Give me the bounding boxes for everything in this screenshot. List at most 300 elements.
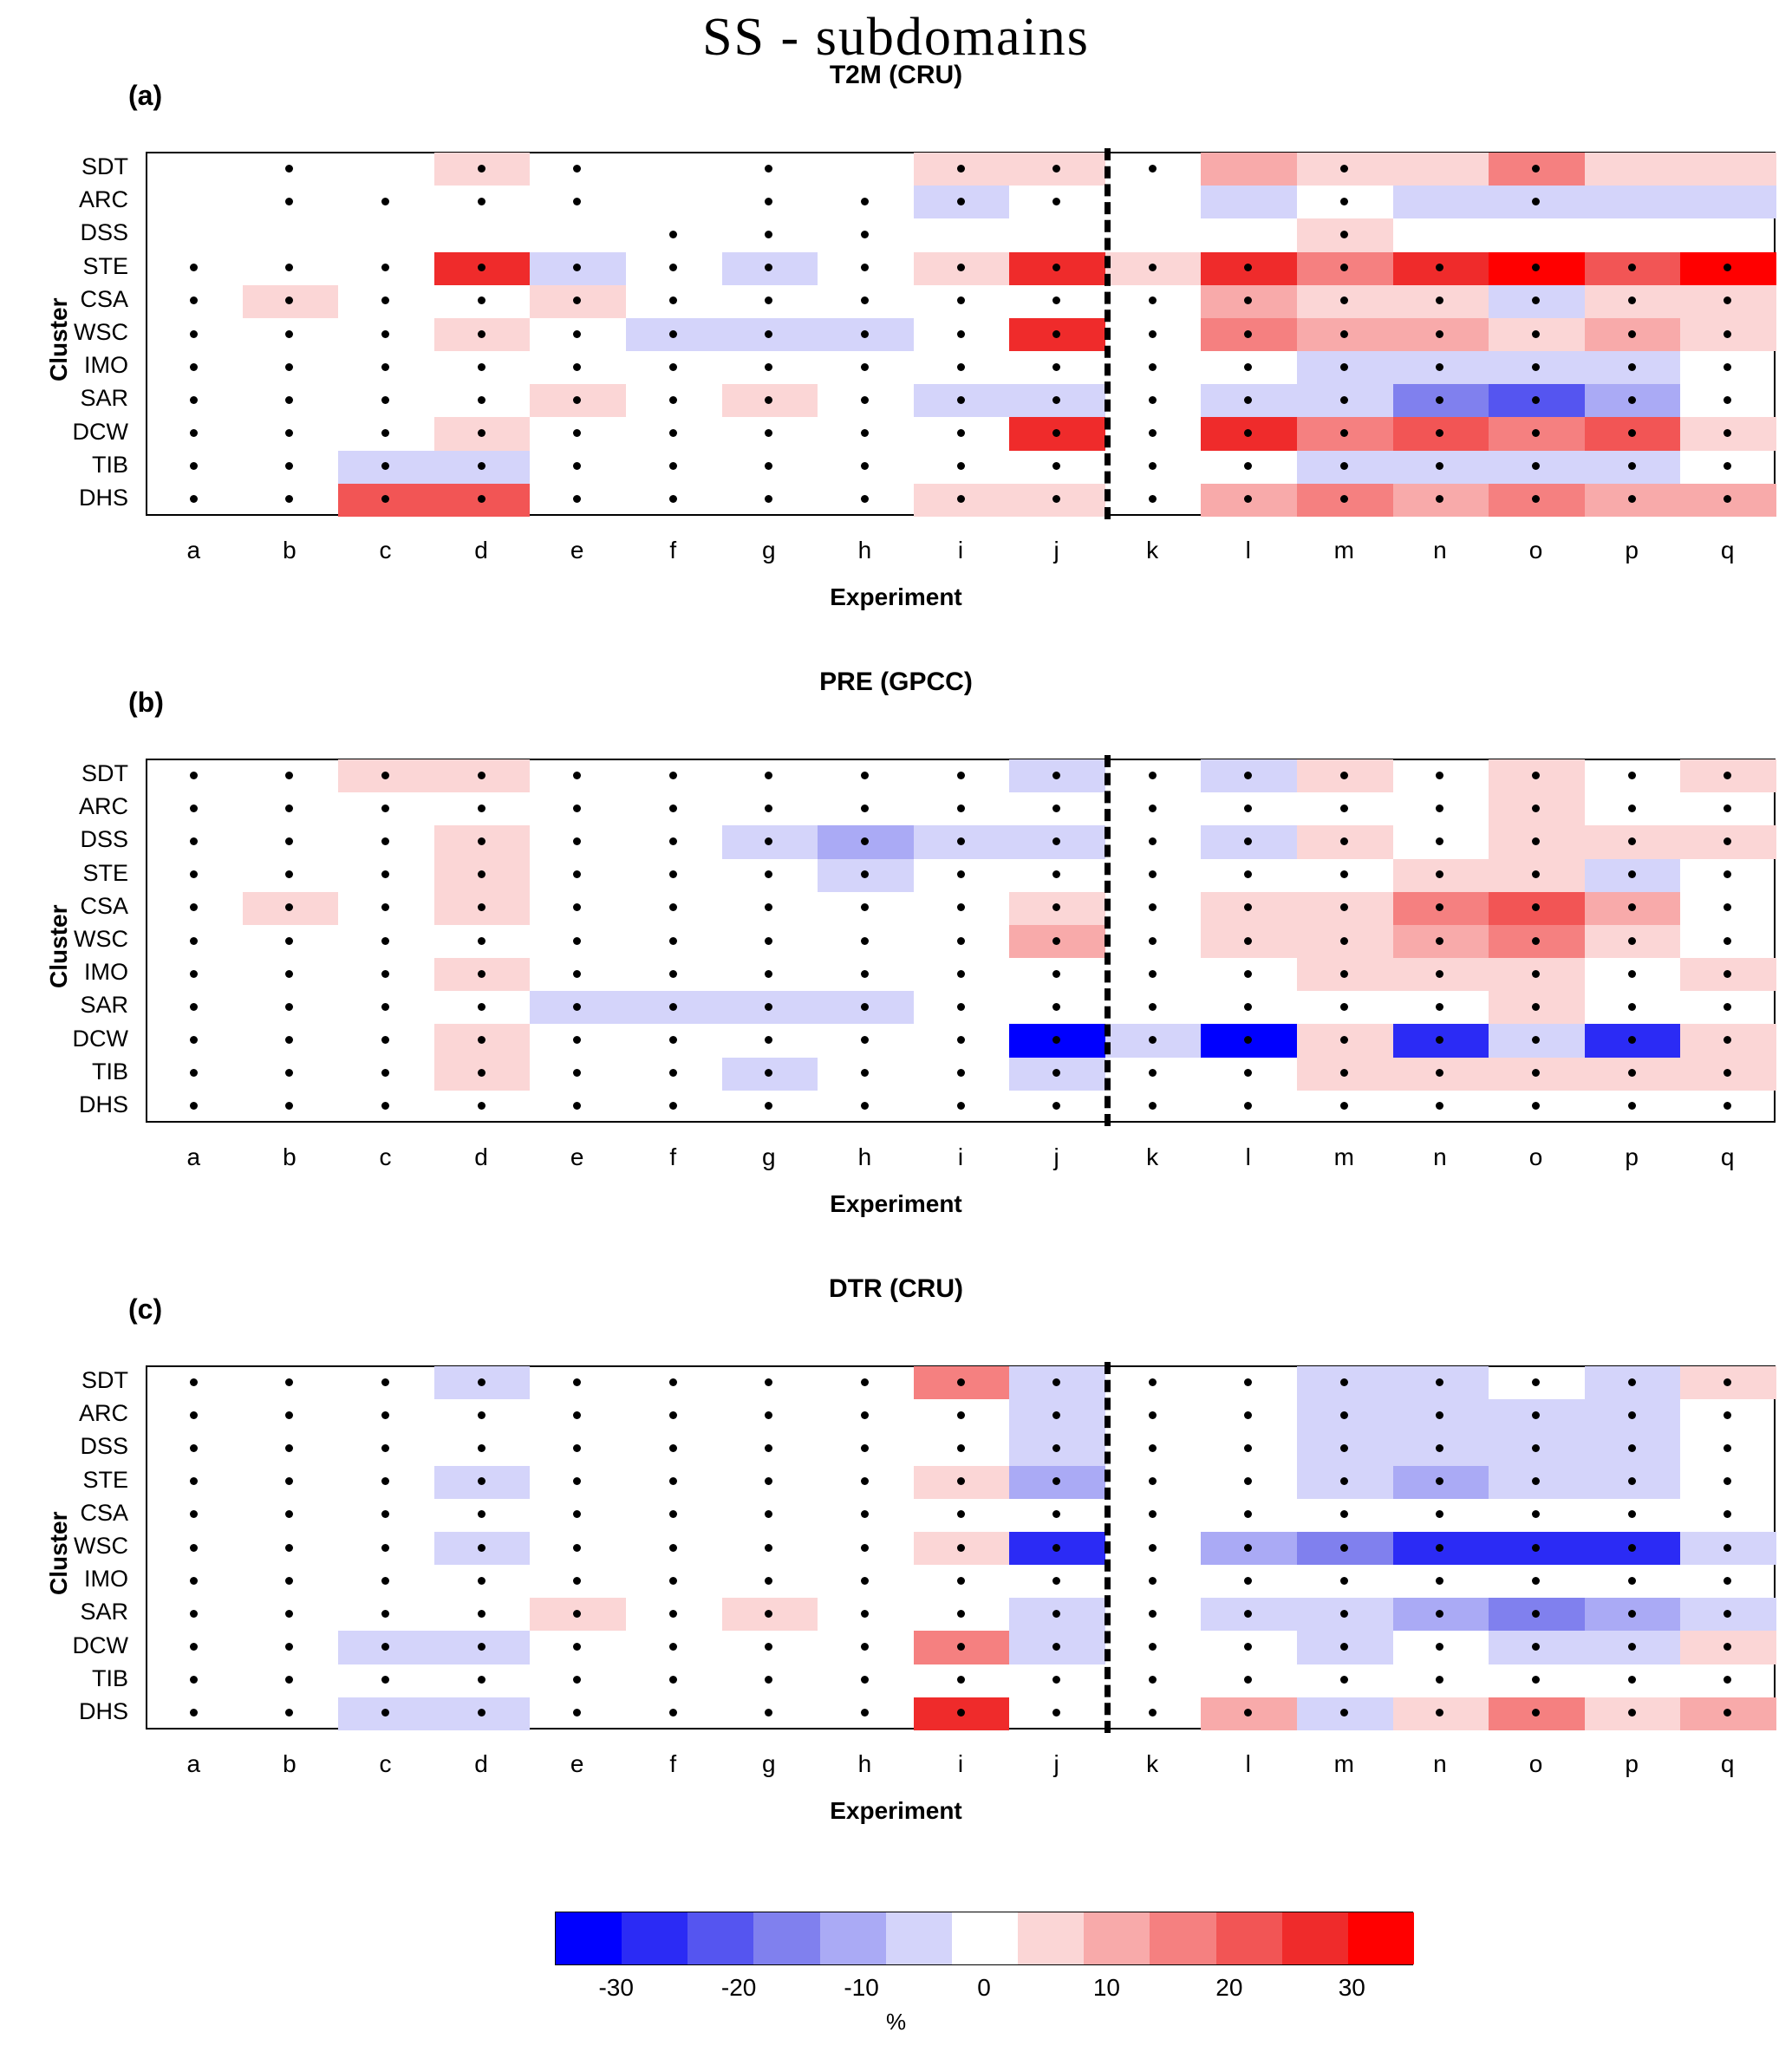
- significance-dot: [669, 429, 677, 437]
- y-axis-tick: SAR: [80, 385, 128, 412]
- significance-dot: [957, 264, 965, 271]
- x-axis-tick: i: [957, 1750, 964, 1777]
- significance-dot: [1244, 937, 1252, 945]
- x-axis-tick: c: [379, 1750, 392, 1777]
- significance-dot: [669, 1378, 677, 1386]
- x-axis-tick: k: [1146, 1750, 1159, 1777]
- significance-dot: [1340, 1676, 1348, 1684]
- significance-dot: [478, 772, 485, 779]
- y-axis-tick: SAR: [80, 1599, 128, 1625]
- colorbar-segment: [556, 1912, 622, 1964]
- colorbar-segment: [1084, 1912, 1150, 1964]
- y-axis-tick: TIB: [91, 1664, 128, 1691]
- significance-dot: [1628, 772, 1636, 779]
- significance-dot: [190, 429, 198, 437]
- significance-dot: [1149, 1610, 1157, 1618]
- significance-dot: [1244, 1544, 1252, 1552]
- significance-dot: [669, 330, 677, 338]
- significance-dot: [957, 396, 965, 404]
- significance-dot: [1149, 903, 1157, 911]
- x-axis-tick: h: [857, 1750, 872, 1777]
- significance-dot: [861, 970, 869, 978]
- significance-dot: [1340, 772, 1348, 779]
- significance-dot: [957, 1036, 965, 1044]
- significance-dot: [1532, 1411, 1540, 1419]
- heatmap-cell: [1201, 153, 1297, 186]
- y-axis-tick: DSS: [80, 826, 128, 853]
- significance-dot: [1052, 1003, 1060, 1011]
- significance-dot: [1052, 1577, 1060, 1585]
- significance-dot: [957, 1477, 965, 1485]
- significance-dot: [285, 937, 293, 945]
- significance-dot: [190, 462, 198, 470]
- significance-dot: [957, 870, 965, 878]
- heatmap-cell: [1585, 186, 1681, 218]
- x-axis-tick: g: [762, 537, 776, 563]
- significance-dot: [669, 903, 677, 911]
- significance-dot: [478, 1378, 485, 1386]
- significance-dot: [1628, 330, 1636, 338]
- significance-dot: [669, 970, 677, 978]
- significance-dot: [573, 805, 581, 812]
- significance-dot: [1340, 363, 1348, 371]
- significance-dot: [957, 1102, 965, 1110]
- significance-dot: [957, 1510, 965, 1518]
- significance-dot: [573, 198, 581, 205]
- x-axis-tick: l: [1245, 537, 1251, 563]
- x-axis-tick: g: [762, 1750, 776, 1777]
- significance-dot: [1532, 937, 1540, 945]
- significance-dot: [1052, 937, 1060, 945]
- y-axis-tick: STE: [82, 252, 128, 279]
- x-axis-tick: o: [1528, 1143, 1543, 1170]
- y-axis-tick: STE: [82, 859, 128, 886]
- significance-dot: [1532, 772, 1540, 779]
- y-axis-tick: SDT: [81, 1367, 128, 1394]
- x-axis-tick: f: [669, 1143, 677, 1170]
- significance-dot: [1149, 264, 1157, 271]
- colorbar-segment: [687, 1912, 753, 1964]
- heatmap-cell: [1680, 186, 1776, 218]
- significance-dot: [1724, 1411, 1731, 1419]
- significance-dot: [1052, 363, 1060, 371]
- significance-dot: [190, 837, 198, 845]
- significance-dot: [1628, 462, 1636, 470]
- significance-dot: [478, 1510, 485, 1518]
- significance-dot: [478, 903, 485, 911]
- significance-dot: [190, 1003, 198, 1011]
- significance-dot: [478, 870, 485, 878]
- significance-dot: [190, 805, 198, 812]
- significance-dot: [957, 1378, 965, 1386]
- significance-dot: [381, 363, 389, 371]
- y-axis-tick: DCW: [72, 418, 128, 445]
- significance-dot: [573, 1610, 581, 1618]
- significance-dot: [861, 837, 869, 845]
- significance-dot: [1149, 429, 1157, 437]
- significance-dot: [1628, 1003, 1636, 1011]
- significance-dot: [957, 1003, 965, 1011]
- significance-dot: [669, 1643, 677, 1651]
- significance-dot: [1532, 330, 1540, 338]
- significance-dot: [285, 772, 293, 779]
- significance-dot: [861, 772, 869, 779]
- heatmap-cell: [1680, 153, 1776, 186]
- significance-dot: [861, 937, 869, 945]
- significance-dot: [285, 1544, 293, 1552]
- significance-dot: [1340, 1577, 1348, 1585]
- y-axis-tick: CSA: [80, 892, 128, 919]
- significance-dot: [1052, 1610, 1060, 1618]
- x-axis-tick: o: [1528, 537, 1543, 563]
- significance-dot: [573, 772, 581, 779]
- significance-dot: [381, 396, 389, 404]
- significance-dot: [1149, 330, 1157, 338]
- significance-dot: [765, 1544, 772, 1552]
- significance-dot: [573, 1577, 581, 1585]
- significance-dot: [478, 264, 485, 271]
- significance-dot: [957, 1676, 965, 1684]
- significance-dot: [1340, 231, 1348, 238]
- x-axis-tick: a: [186, 1143, 201, 1170]
- significance-dot: [669, 937, 677, 945]
- significance-dot: [1149, 296, 1157, 304]
- significance-dot: [669, 264, 677, 271]
- significance-dot: [1532, 805, 1540, 812]
- heatmap-cell: [1585, 153, 1681, 186]
- significance-dot: [1724, 1378, 1731, 1386]
- x-axis-tick: m: [1333, 1750, 1354, 1777]
- significance-dot: [381, 1544, 389, 1552]
- y-axis-tick: IMO: [84, 352, 128, 379]
- significance-dot: [478, 1003, 485, 1011]
- significance-dot: [1244, 805, 1252, 812]
- colorbar-segment: [886, 1912, 952, 1964]
- significance-dot: [765, 330, 772, 338]
- significance-dot: [190, 1069, 198, 1077]
- significance-dot: [1628, 1610, 1636, 1618]
- y-axis-tick: WSC: [74, 319, 128, 345]
- significance-dot: [573, 1544, 581, 1552]
- y-axis-tick: STE: [82, 1466, 128, 1493]
- significance-dot: [861, 198, 869, 205]
- significance-dot: [190, 264, 198, 271]
- x-axis-tick: n: [1433, 1750, 1447, 1777]
- colorbar-segment: [1018, 1912, 1084, 1964]
- panel-title-a: T2M (CRU): [829, 61, 963, 89]
- significance-dot: [381, 429, 389, 437]
- colorbar-tick: -20: [720, 1974, 757, 2001]
- significance-dot: [669, 363, 677, 371]
- colorbar-segment: [1150, 1912, 1215, 1964]
- significance-dot: [1436, 772, 1443, 779]
- significance-dot: [478, 330, 485, 338]
- colorbar-segment: [622, 1912, 687, 1964]
- significance-dot: [1532, 1610, 1540, 1618]
- x-axis-tick: b: [283, 537, 296, 563]
- significance-dot: [1340, 1643, 1348, 1651]
- y-axis-tick: ARC: [78, 793, 128, 820]
- significance-dot: [478, 1444, 485, 1452]
- significance-dot: [1340, 1069, 1348, 1077]
- significance-dot: [1532, 363, 1540, 371]
- significance-dot: [861, 805, 869, 812]
- y-axis-tick: DCW: [72, 1025, 128, 1052]
- significance-dot: [1628, 363, 1636, 371]
- significance-dot: [478, 1069, 485, 1077]
- significance-dot: [669, 1444, 677, 1452]
- x-axis-label: Experiment: [830, 1797, 962, 1824]
- y-axis-tick: TIB: [91, 1058, 128, 1085]
- significance-dot: [573, 363, 581, 371]
- significance-dot: [1244, 330, 1252, 338]
- x-axis-tick: a: [186, 537, 201, 563]
- significance-dot: [957, 330, 965, 338]
- significance-dot: [190, 1378, 198, 1386]
- x-axis-tick: d: [474, 1143, 488, 1170]
- significance-dot: [1724, 1544, 1731, 1552]
- colorbar-tick: 30: [1338, 1974, 1365, 2001]
- significance-dot: [1149, 1069, 1157, 1077]
- significance-dot: [381, 772, 389, 779]
- significance-dot: [1532, 837, 1540, 845]
- panel-tag-a: (a): [128, 80, 163, 111]
- significance-dot: [1149, 1411, 1157, 1419]
- colorbar-tick: 10: [1092, 1974, 1120, 2001]
- colorbar-segment: [1282, 1912, 1348, 1964]
- significance-dot: [1724, 1577, 1731, 1585]
- significance-dot: [1628, 1378, 1636, 1386]
- significance-dot: [957, 1709, 965, 1717]
- significance-dot: [669, 805, 677, 812]
- significance-dot: [1052, 805, 1060, 812]
- significance-dot: [1052, 1544, 1060, 1552]
- significance-dot: [190, 1610, 198, 1618]
- y-axis-tick: SDT: [81, 153, 128, 180]
- figure-title: SS - subdomains: [702, 8, 1090, 67]
- significance-dot: [190, 970, 198, 978]
- significance-dot: [1436, 937, 1443, 945]
- significance-dot: [478, 1544, 485, 1552]
- significance-dot: [1724, 1610, 1731, 1618]
- x-axis-tick: j: [1053, 1750, 1059, 1777]
- x-axis-tick: q: [1720, 1143, 1735, 1170]
- colorbar-scale: [555, 1912, 1413, 1965]
- significance-dot: [957, 429, 965, 437]
- significance-dot: [1244, 970, 1252, 978]
- significance-dot: [573, 970, 581, 978]
- significance-dot: [478, 363, 485, 371]
- significance-dot: [1724, 1003, 1731, 1011]
- x-axis-tick: d: [474, 1750, 488, 1777]
- significance-dot: [1724, 970, 1731, 978]
- x-axis-tick: m: [1333, 537, 1354, 563]
- significance-dot: [1724, 363, 1731, 371]
- significance-dot: [381, 837, 389, 845]
- y-axis-tick: SDT: [81, 760, 128, 787]
- colorbar-segment: [820, 1912, 886, 1964]
- y-axis-tick: DSS: [80, 219, 128, 246]
- significance-dot: [478, 396, 485, 404]
- significance-dot: [478, 1610, 485, 1618]
- y-axis-label: Cluster: [45, 297, 72, 381]
- significance-dot: [957, 363, 965, 371]
- significance-dot: [861, 429, 869, 437]
- colorbar-segment: [1216, 1912, 1282, 1964]
- panel-tag-c: (c): [128, 1293, 163, 1325]
- significance-dot: [861, 1036, 869, 1044]
- x-axis-tick: c: [379, 537, 392, 563]
- significance-dot: [1052, 330, 1060, 338]
- x-axis-tick: n: [1433, 537, 1447, 563]
- significance-dot: [190, 772, 198, 779]
- significance-dot: [957, 495, 965, 503]
- significance-dot: [190, 1036, 198, 1044]
- significance-dot: [1532, 1036, 1540, 1044]
- significance-dot: [861, 1378, 869, 1386]
- significance-dot: [1628, 1444, 1636, 1452]
- significance-dot: [1244, 1411, 1252, 1419]
- significance-dot: [478, 805, 485, 812]
- significance-dot: [1340, 429, 1348, 437]
- significance-dot: [381, 805, 389, 812]
- significance-dot: [1532, 1003, 1540, 1011]
- significance-dot: [957, 1610, 965, 1618]
- significance-dot: [1244, 1577, 1252, 1585]
- significance-dot: [190, 1477, 198, 1485]
- significance-dot: [573, 1003, 581, 1011]
- x-axis-tick: c: [379, 1143, 392, 1170]
- significance-dot: [669, 1411, 677, 1419]
- significance-dot: [861, 396, 869, 404]
- significance-dot: [861, 1577, 869, 1585]
- significance-dot: [190, 1444, 198, 1452]
- significance-dot: [861, 1643, 869, 1651]
- significance-dot: [381, 1444, 389, 1452]
- significance-dot: [381, 1643, 389, 1651]
- x-axis-label: Experiment: [830, 1190, 962, 1217]
- significance-dot: [1532, 970, 1540, 978]
- reference-divider: [1105, 1362, 1111, 1733]
- significance-dot: [669, 396, 677, 404]
- significance-dot: [861, 1477, 869, 1485]
- significance-dot: [478, 1102, 485, 1110]
- significance-dot: [190, 1577, 198, 1585]
- x-axis-tick: g: [762, 1143, 776, 1170]
- y-axis-tick: DHS: [78, 484, 128, 511]
- significance-dot: [1340, 1378, 1348, 1386]
- x-axis-tick: i: [957, 1143, 964, 1170]
- significance-dot: [1149, 1544, 1157, 1552]
- significance-dot: [1628, 1676, 1636, 1684]
- significance-dot: [1340, 462, 1348, 470]
- significance-dot: [1052, 970, 1060, 978]
- x-axis-tick: e: [570, 1143, 584, 1170]
- significance-dot: [381, 937, 389, 945]
- y-axis-tick: IMO: [84, 1566, 128, 1593]
- x-axis-tick: p: [1625, 1750, 1639, 1777]
- significance-dot: [1149, 805, 1157, 812]
- significance-dot: [1532, 429, 1540, 437]
- y-axis-tick: IMO: [84, 959, 128, 986]
- significance-dot: [861, 1544, 869, 1552]
- significance-dot: [1340, 1610, 1348, 1618]
- significance-dot: [669, 1510, 677, 1518]
- significance-dot: [1628, 429, 1636, 437]
- x-axis-tick: q: [1720, 1750, 1735, 1777]
- significance-dot: [861, 363, 869, 371]
- significance-dot: [1149, 363, 1157, 371]
- y-axis-tick: DCW: [72, 1632, 128, 1658]
- significance-dot: [478, 429, 485, 437]
- significance-dot: [957, 805, 965, 812]
- significance-dot: [285, 1378, 293, 1386]
- significance-dot: [957, 165, 965, 173]
- reference-divider: [1105, 755, 1111, 1126]
- significance-dot: [1628, 396, 1636, 404]
- x-axis-tick: f: [669, 537, 677, 563]
- significance-dot: [381, 1378, 389, 1386]
- significance-dot: [478, 1709, 485, 1717]
- significance-dot: [1149, 462, 1157, 470]
- significance-dot: [285, 330, 293, 338]
- panel-title-b: PRE (GPCC): [819, 668, 973, 696]
- significance-dot: [1628, 1510, 1636, 1518]
- significance-dot: [669, 1036, 677, 1044]
- significance-dot: [1052, 1411, 1060, 1419]
- significance-dot: [478, 1036, 485, 1044]
- significance-dot: [1052, 1444, 1060, 1452]
- significance-dot: [190, 330, 198, 338]
- significance-dot: [1149, 1378, 1157, 1386]
- x-axis-tick: o: [1528, 1750, 1543, 1777]
- significance-dot: [1149, 396, 1157, 404]
- significance-dot: [478, 937, 485, 945]
- significance-dot: [478, 165, 485, 173]
- significance-dot: [1628, 1477, 1636, 1485]
- significance-dot: [1340, 1444, 1348, 1452]
- significance-dot: [1628, 495, 1636, 503]
- significance-dot: [1532, 1544, 1540, 1552]
- colorbar-tick: 0: [977, 1974, 991, 2001]
- significance-dot: [765, 970, 772, 978]
- significance-dot: [1628, 1411, 1636, 1419]
- significance-dot: [1628, 1577, 1636, 1585]
- significance-dot: [573, 330, 581, 338]
- significance-dot: [190, 870, 198, 878]
- significance-dot: [190, 396, 198, 404]
- significance-dot: [765, 1378, 772, 1386]
- significance-dot: [1149, 1643, 1157, 1651]
- significance-dot: [957, 1577, 965, 1585]
- significance-dot: [765, 1577, 772, 1585]
- significance-dot: [478, 1477, 485, 1485]
- significance-dot: [381, 1411, 389, 1419]
- significance-dot: [957, 296, 965, 304]
- significance-dot: [1724, 805, 1731, 812]
- significance-dot: [1149, 1676, 1157, 1684]
- panel-tag-b: (b): [128, 687, 164, 718]
- significance-dot: [1628, 1544, 1636, 1552]
- reference-divider: [1105, 148, 1111, 519]
- y-axis-tick: ARC: [78, 1400, 128, 1427]
- significance-dot: [669, 1477, 677, 1485]
- significance-dot: [1149, 772, 1157, 779]
- significance-dot: [478, 296, 485, 304]
- significance-dot: [1052, 396, 1060, 404]
- y-axis-tick: DHS: [78, 1091, 128, 1117]
- significance-dot: [1340, 1411, 1348, 1419]
